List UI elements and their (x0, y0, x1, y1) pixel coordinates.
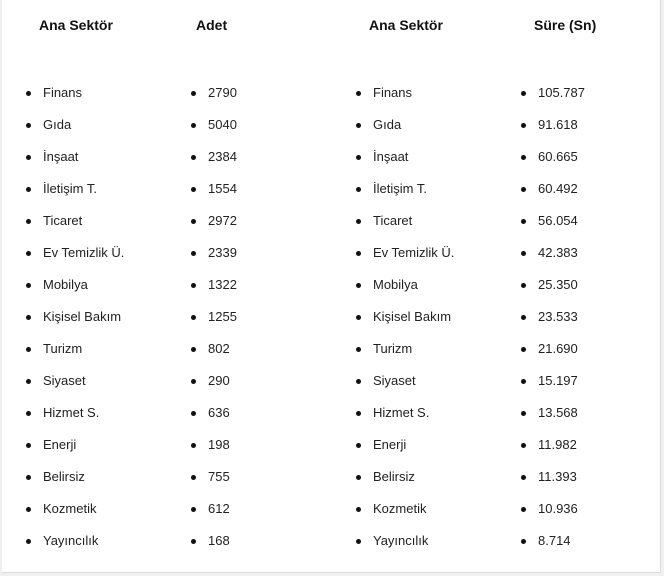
bullet-icon (521, 507, 526, 512)
list-item (356, 173, 454, 205)
list-item-text: 23.533 (538, 309, 578, 324)
list-item-text: Turizm (43, 341, 83, 356)
list-item (191, 269, 237, 301)
list-item-text: 290 (208, 373, 230, 388)
bullet-icon (26, 379, 31, 384)
list-item (191, 397, 237, 429)
list-item-text: Ticaret (43, 213, 83, 228)
list-item (521, 109, 585, 141)
list-item-text: Mobilya (373, 277, 418, 292)
list-item (191, 429, 237, 461)
list-item (356, 525, 454, 557)
list-item-text: 11.393 (538, 469, 577, 484)
bullet-icon (26, 347, 31, 352)
list-item (26, 269, 124, 301)
list-item-text: Yayıncılık (373, 533, 429, 548)
list-item (191, 237, 237, 269)
bullet-icon (356, 475, 361, 480)
list-item (356, 109, 454, 141)
list-item (356, 237, 454, 269)
list-item (521, 141, 585, 173)
list-item (191, 173, 237, 205)
list-item-text: İletişim T. (43, 181, 97, 196)
list-item-text: Siyaset (373, 373, 416, 388)
list-item (191, 141, 237, 173)
list-item (26, 525, 124, 557)
list-item-text: 755 (208, 469, 230, 484)
bullet-icon (191, 219, 196, 224)
list-item-text: 802 (208, 341, 230, 356)
list-item-text: 11.982 (538, 437, 577, 452)
bullet-icon (521, 123, 526, 128)
list-item (191, 109, 237, 141)
list-item-text: 105.787 (538, 85, 585, 100)
content-panel (2, 0, 661, 573)
list-item (356, 301, 454, 333)
list-item (191, 77, 237, 109)
list-item (26, 141, 124, 173)
bullet-icon (521, 283, 526, 288)
list-item-text: Ev Temizlik Ü. (373, 245, 455, 260)
bullet-icon (26, 123, 31, 128)
list-item-text: İnşaat (373, 149, 409, 164)
list-item-text: 60.665 (538, 149, 578, 164)
bullet-icon (26, 539, 31, 544)
list-sector-2 (356, 77, 454, 557)
list-item (356, 461, 454, 493)
list-item (191, 301, 237, 333)
list-item-text: Kozmetik (373, 501, 427, 516)
list-item-text: Kozmetik (43, 501, 97, 516)
list-item-text: Kişisel Bakım (373, 309, 452, 324)
list-item (521, 269, 585, 301)
bullet-icon (356, 347, 361, 352)
list-item (26, 429, 124, 461)
list-item (521, 333, 585, 365)
bullet-icon (521, 411, 526, 416)
list-item (26, 397, 124, 429)
list-item (356, 269, 454, 301)
list-item-text: 198 (208, 437, 230, 452)
list-item-text: 91.618 (538, 117, 578, 132)
bullet-icon (356, 379, 361, 384)
bullet-icon (356, 539, 361, 544)
list-item-text: Belirsiz (373, 469, 415, 484)
list-item-text: 5040 (208, 117, 237, 132)
list-item-text: Hizmet S. (373, 405, 430, 420)
bullet-icon (521, 251, 526, 256)
bullet-icon (521, 379, 526, 384)
list-item-text: 21.690 (538, 341, 578, 356)
header-count: Adet (196, 17, 228, 33)
list-item-text: Turizm (373, 341, 413, 356)
bullet-icon (356, 283, 361, 288)
list-item (26, 461, 124, 493)
bullet-icon (521, 91, 526, 96)
list-item-text: Gıda (373, 117, 402, 132)
list-sector-1 (26, 77, 124, 557)
bullet-icon (26, 251, 31, 256)
list-item (26, 493, 124, 525)
list-item (26, 365, 124, 397)
list-item-text: 42.383 (538, 245, 578, 260)
bullet-icon (191, 411, 196, 416)
list-item-text: Mobilya (43, 277, 88, 292)
bullet-icon (191, 155, 196, 160)
list-item-text: Kişisel Bakım (43, 309, 122, 324)
list-item (521, 493, 585, 525)
bullet-icon (356, 251, 361, 256)
bullet-icon (26, 315, 31, 320)
bullet-icon (191, 347, 196, 352)
list-item (191, 365, 237, 397)
bullet-icon (191, 379, 196, 384)
list-item-text: 56.054 (538, 213, 578, 228)
bullet-icon (356, 155, 361, 160)
header-sector-1: Ana Sektör (39, 17, 113, 33)
list-item (26, 301, 124, 333)
bullet-icon (521, 219, 526, 224)
list-item (521, 205, 585, 237)
list-item-text: 8.714 (538, 533, 571, 548)
list-item-text: 612 (208, 501, 230, 516)
list-item-text: 60.492 (538, 181, 578, 196)
list-item (26, 77, 124, 109)
bullet-icon (26, 155, 31, 160)
bullet-icon (191, 283, 196, 288)
list-item-text: Enerji (43, 437, 77, 452)
bullet-icon (191, 443, 196, 448)
list-item (26, 205, 124, 237)
list-item-text: Yayıncılık (43, 533, 99, 548)
list-item-text: İletişim T. (373, 181, 427, 196)
list-item (521, 365, 585, 397)
bullet-icon (356, 123, 361, 128)
bullet-icon (26, 411, 31, 416)
list-item (521, 397, 585, 429)
list-count (191, 77, 237, 557)
bullet-icon (356, 411, 361, 416)
bullet-icon (356, 187, 361, 192)
list-item-text: 1554 (208, 181, 237, 196)
list-item-text: Gıda (43, 117, 72, 132)
list-item (191, 333, 237, 365)
list-item (356, 397, 454, 429)
list-item (356, 429, 454, 461)
list-item (356, 77, 454, 109)
bullet-icon (26, 507, 31, 512)
list-item-text: Finans (373, 85, 413, 100)
list-item-text: Ticaret (373, 213, 413, 228)
header-duration: Süre (Sn) (534, 17, 597, 33)
list-item (356, 493, 454, 525)
list-item (191, 461, 237, 493)
list-item-text: 2384 (208, 149, 237, 164)
bullet-icon (26, 187, 31, 192)
bullet-icon (191, 91, 196, 96)
list-item-text: Enerji (373, 437, 407, 452)
list-item (521, 301, 585, 333)
list-item (26, 237, 124, 269)
bullet-icon (26, 283, 31, 288)
list-item (191, 205, 237, 237)
bullet-icon (191, 251, 196, 256)
list-item-text: 636 (208, 405, 230, 420)
bullet-icon (26, 219, 31, 224)
list-item (356, 141, 454, 173)
list-item-text: 2339 (208, 245, 237, 260)
list-item (521, 237, 585, 269)
list-item-text: İnşaat (43, 149, 79, 164)
list-item (191, 525, 237, 557)
list-item (521, 429, 585, 461)
bullet-icon (26, 475, 31, 480)
bullet-icon (191, 187, 196, 192)
bullet-icon (191, 539, 196, 544)
list-item-text: 2972 (208, 213, 237, 228)
bullet-icon (191, 123, 196, 128)
bullet-icon (191, 507, 196, 512)
list-item (26, 173, 124, 205)
list-item (191, 493, 237, 525)
bullet-icon (521, 315, 526, 320)
list-item (356, 333, 454, 365)
bullet-icon (356, 219, 361, 224)
list-item-text: Belirsiz (43, 469, 85, 484)
list-item-text: 15.197 (538, 373, 578, 388)
list-item-text: Ev Temizlik Ü. (43, 245, 125, 260)
list-item-text: Finans (43, 85, 83, 100)
bullet-icon (521, 443, 526, 448)
list-item (521, 77, 585, 109)
bullet-icon (191, 475, 196, 480)
list-item-text: 1255 (208, 309, 237, 324)
list-item-text: 13.568 (538, 405, 578, 420)
list-item (521, 173, 585, 205)
list-item (521, 461, 585, 493)
bullet-icon (521, 155, 526, 160)
list-item (356, 365, 454, 397)
list-item-text: 2790 (208, 85, 237, 100)
list-item-text: 1322 (208, 277, 237, 292)
list-item-text: 25.350 (538, 277, 578, 292)
list-item (26, 109, 124, 141)
bullet-icon (356, 315, 361, 320)
bullet-icon (356, 91, 361, 96)
list-item (356, 205, 454, 237)
header-sector-2: Ana Sektör (369, 17, 443, 33)
bullet-icon (521, 187, 526, 192)
list-item-text: 10.936 (538, 501, 578, 516)
bullet-icon (521, 347, 526, 352)
list-item (521, 525, 585, 557)
bullet-icon (356, 443, 361, 448)
list-item-text: Hizmet S. (43, 405, 100, 420)
list-item-text: 168 (208, 533, 230, 548)
bullet-icon (26, 91, 31, 96)
bullet-icon (521, 475, 526, 480)
bullet-icon (26, 443, 31, 448)
list-item-text: Siyaset (43, 373, 86, 388)
list-item (26, 333, 124, 365)
bullet-icon (521, 539, 526, 544)
bullet-icon (356, 507, 361, 512)
bullet-icon (191, 315, 196, 320)
list-duration (521, 77, 585, 557)
